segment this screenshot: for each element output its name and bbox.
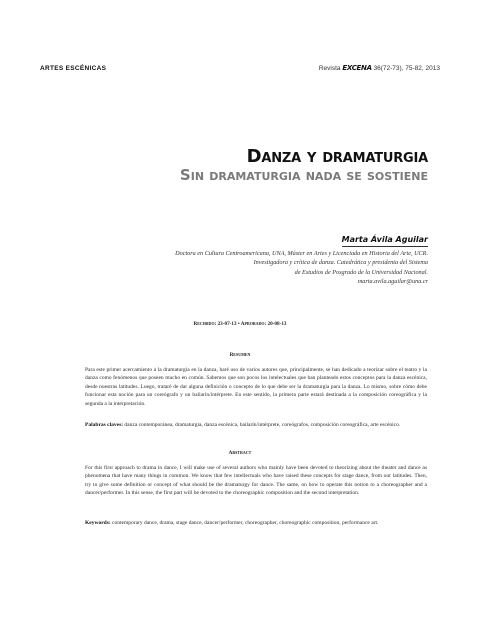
- author-email: marta.avila.aguilar@una.cr: [357, 278, 428, 286]
- journal-citation: [319, 64, 440, 72]
- affiliation-line: Doctora en Cultura Centroamericana, UNA, Máster en Artes y Licenciada en Historia del Arte, UCR.: [175, 250, 428, 257]
- title-block: [180, 148, 428, 183]
- author-name: Marta Ávila Aguilar: [342, 235, 428, 247]
- keywords-label: Palabras claves:: [85, 422, 124, 428]
- abstract-text: For this first approach to drama in dance, I will make use of several authors who mainly have been devoted to theorizing about the theater and dance as phenomena that have many things in common. We know that few intellectuals who have raised these concepts for stage dance, from our latitudes. Then, try to give some definition or concept of what should be the dramaturgy for dance. The same, on how to operate this notion to a choreographer and a dancer/performer. In this sense, the first part will be devoted to the choreographic composition and the second interpretation.: [85, 465, 427, 497]
- keywords-text: danza contemporánea, dramaturgia, danza escénica, bailarín/intérprete, coreógrafos, composición coreográfica, arte escénico.: [124, 422, 401, 428]
- keywords: [85, 519, 427, 527]
- affiliation-line: Investigadora y crítica de danza. Catedrática y presidenta del Sistema: [253, 259, 428, 267]
- article-subtitle: Sin dramaturgia nada se sostiene: [179, 166, 428, 184]
- author-block: [68, 229, 428, 287]
- author-affiliation: [68, 249, 428, 287]
- abstract-heading: Abstract: [228, 450, 252, 456]
- affiliation-line: de Estudios de Posgrado de la Universidad Nacional.: [294, 268, 428, 276]
- received-approved-dates: Recibido: 23-07-13 • Aprobado: 20-08-13: [193, 321, 287, 327]
- keywords-label-en: Keywords:: [85, 520, 111, 526]
- citation-volume: 36(72-73), 75-82, 2013: [373, 65, 440, 72]
- palabras-claves: [85, 421, 427, 429]
- article-title: Danza y dramaturgia: [246, 146, 428, 167]
- citation-prefix: Revista: [318, 65, 341, 72]
- resumen-heading: Resumen: [229, 352, 251, 358]
- journal-name: EXCENA: [342, 64, 372, 72]
- resumen-text: Para este primer acercamiento a la dramaturgia en la danza, haré uso de varios autores que, principalmente, se han dedicado a teorizar sobre el teatro y la danza como fenómenos que poseen mucho en común. Sabemos que son pocos los intelectuales que han planteado estos conceptos para la danza escénica, desde nuestras latitudes. Luego, trataré de dar alguna definición o concepto de lo que debe ser la dramaturgia para la danza. Lo mismo, sobre cómo debe funcionar esta noción para un coreógrafo y un bailarín/intérprete. En este sentido, la primera parte estará destinada a la composición coreográfica y la segunda a la interpretación.: [85, 367, 427, 407]
- keywords-text-en: contemporary dance, drama, stage dance, dancer/performer, choreographer, choreographic composition, performance art.: [112, 520, 379, 526]
- running-header: [40, 64, 440, 72]
- section-name: ARTES ESCÉNICAS: [40, 65, 107, 72]
